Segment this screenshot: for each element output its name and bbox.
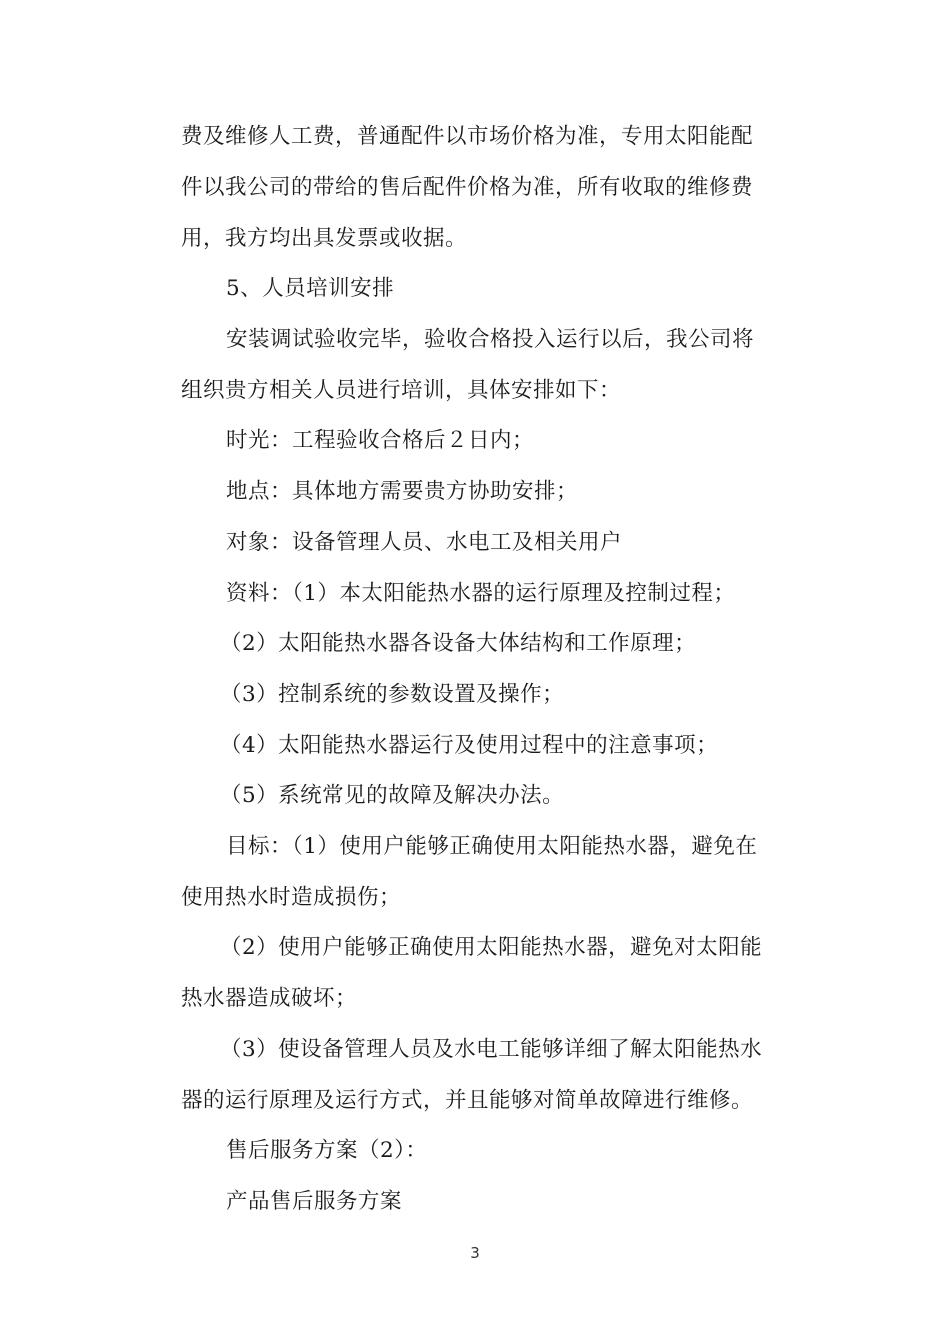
paragraph-line: 地点：具体地方需要贵方协助安排； bbox=[226, 479, 579, 504]
paragraph-line: 对象：设备管理人员、水电工及相关用户 bbox=[226, 530, 623, 555]
paragraph-line: 费及维修人工费，普通配件以市场价格为准，专用太阳能配 bbox=[181, 124, 754, 149]
paragraph-line: 时光：工程验收合格后２日内； bbox=[226, 428, 535, 453]
list-item: （2）使用户能够正确使用太阳能热水器，避免对太阳能 bbox=[220, 935, 763, 960]
paragraph-line: 安装调试验收完毕，验收合格投入运行以后，我公司将 bbox=[226, 327, 755, 352]
paragraph-line: 目标：（1）使用户能够正确使用太阳能热水器，避免在 bbox=[226, 834, 758, 859]
section-heading: 售后服务方案（2）： bbox=[226, 1138, 428, 1163]
list-item: （2）太阳能热水器各设备大体结构和工作原理； bbox=[220, 631, 697, 656]
list-item: （3）控制系统的参数设置及操作； bbox=[220, 682, 565, 707]
paragraph-line: 组织贵方相关人员进行培训，具体安排如下： bbox=[181, 378, 622, 403]
paragraph-line: 资料：（1）本太阳能热水器的运行原理及控制过程； bbox=[226, 581, 736, 606]
paragraph-line: 用，我方均出具发票或收据。 bbox=[181, 226, 468, 251]
paragraph-line: 使用热水时造成损伤； bbox=[181, 885, 402, 910]
list-item: （5）系统常见的故障及解决办法。 bbox=[220, 783, 565, 808]
list-item: （4）太阳能热水器运行及使用过程中的注意事项； bbox=[220, 733, 719, 758]
paragraph-line: 热水器造成破坏； bbox=[181, 986, 358, 1011]
page-number: 3 bbox=[470, 1244, 480, 1262]
list-item: （3）使设备管理人员及水电工能够详细了解太阳能热水 bbox=[220, 1037, 763, 1062]
section-heading: 产品售后服务方案 bbox=[226, 1189, 403, 1214]
section-heading: 5、人员培训安排 bbox=[226, 276, 395, 301]
paragraph-line: 件以我公司的带给的售后配件价格为准，所有收取的维修费 bbox=[181, 175, 754, 200]
paragraph-line: 器的运行原理及运行方式，并且能够对简单故障进行维修。 bbox=[181, 1088, 754, 1113]
